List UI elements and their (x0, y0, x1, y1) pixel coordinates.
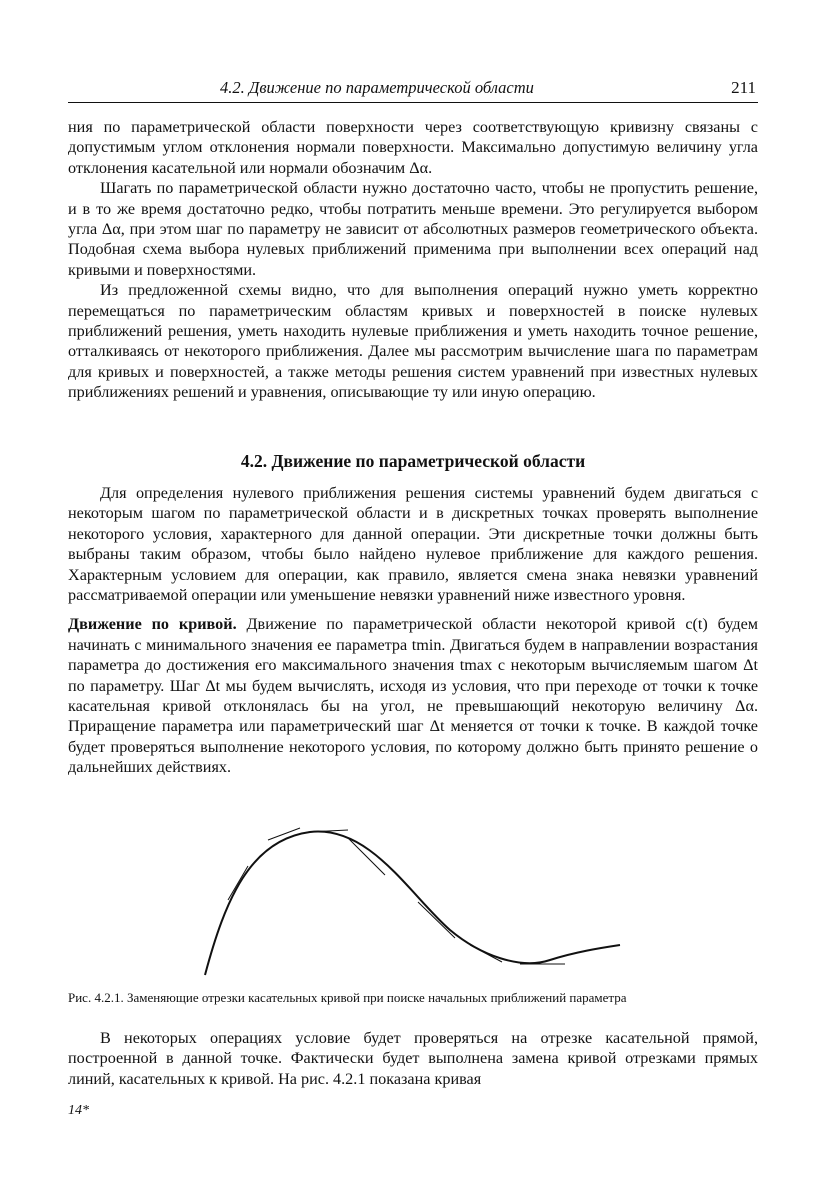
figure-caption: Рис. 4.2.1. Заменяющие отрезки касательных кривой при поиске начальных приближений параметра (68, 990, 627, 1005)
text-block-top (68, 117, 758, 403)
tangent-segment (268, 828, 300, 840)
tangent-segment (470, 945, 502, 962)
section-heading: 4.2. Движение по параметрической области (240, 451, 586, 471)
running-header (68, 76, 758, 103)
curve (205, 832, 620, 975)
text-block-middle (68, 483, 758, 778)
runin-heading: Движение по кривой. (68, 615, 237, 634)
paragraph-3: Из предложенной схемы видно, что для выполнения операций нужно уметь корректно перемещаться по параметрическим областям кривых и поверхностей в поиске нулевых приближений решения, уметь находить нулевые приближения и уметь находить точное решение, отталкиваясь от некоторого приближения. Далее мы рассмотрим вычисление шага по параметрам для кривых и поверхностей, а также методы решения систем уравнений при известных нулевых приближениях решений и уравнения, описывающие ту или иную операцию. (68, 281, 758, 402)
tangent-segment (348, 838, 385, 875)
paragraph-5-body: Движение по параметрической области некоторой кривой c(t) будем начинать с минимального значения ее параметра tmin. Двигаться будем в направлении возрастания параметра до достижения его максимального значения tmax с некоторым вычисляемым шагом Δt по параметру. Шаг Δt мы будем вычислять, исходя из условия, что при переходе от точки к точке касательная кривой отклонялась бы на угол, не превышающий некоторую величину Δα. Приращение параметра или параметрический шаг Δt меняется от точки к точке. В каждой точке будет проверяться выполнение некоторого условия, по которому должно быть принято решение о дальнейших действиях. (68, 615, 759, 777)
paragraph-5 (68, 614, 758, 777)
page-number: 211 (731, 78, 756, 97)
paragraph-4: Для определения нулевого приближения решения системы уравнений будем двигаться с некоторым шагом по параметрической области и в дискретных точках проверять выполнение некоторого условия, характерного для данной операции. Эти дискретные точки должны быть выбраны таким образом, чтобы было найдено нулевое приближение для каждого решения. Характерным условием для операции, как правило, является смена знака невязки уравнений рассматриваемой операции или уменьшение невязки уравнений ниже известного уровня. (68, 484, 758, 605)
text-block-bottom (68, 1028, 758, 1089)
paragraph-1: ния по параметрической области поверхности через соответствующую кривизну связаны с допустимым углом отклонения нормали поверхности. Максимально допустимую величину угла отклонения касательной или нормали обозначим Δα. (68, 118, 758, 177)
paragraph-6: В некоторых операциях условие будет проверяться на отрезке касательной прямой, построенной в данной точке. Фактически будет выполнена замена кривой отрезками прямых линий, касательных к кривой. На рис. 4.2.1 показана кривая (68, 1029, 758, 1088)
signature-mark: 14* (68, 1103, 89, 1118)
header-title: 4.2. Движение по параметрической области (220, 78, 534, 97)
tangent-segment (228, 866, 248, 900)
figure-tangent-curve (180, 820, 650, 980)
paragraph-2: Шагать по параметрической области нужно достаточно часто, чтобы не пропустить решение, и в то же время достаточно редко, чтобы потратить меньше времени. Это регулируется выбором угла Δα, при этом шаг по параметру не зависит от абсолютных размеров геометрического объекта. Подобная схема выбора нулевых приближений применима при выполнении всех операций над кривыми и поверхностями. (68, 179, 758, 279)
tangent-segment (418, 902, 455, 938)
